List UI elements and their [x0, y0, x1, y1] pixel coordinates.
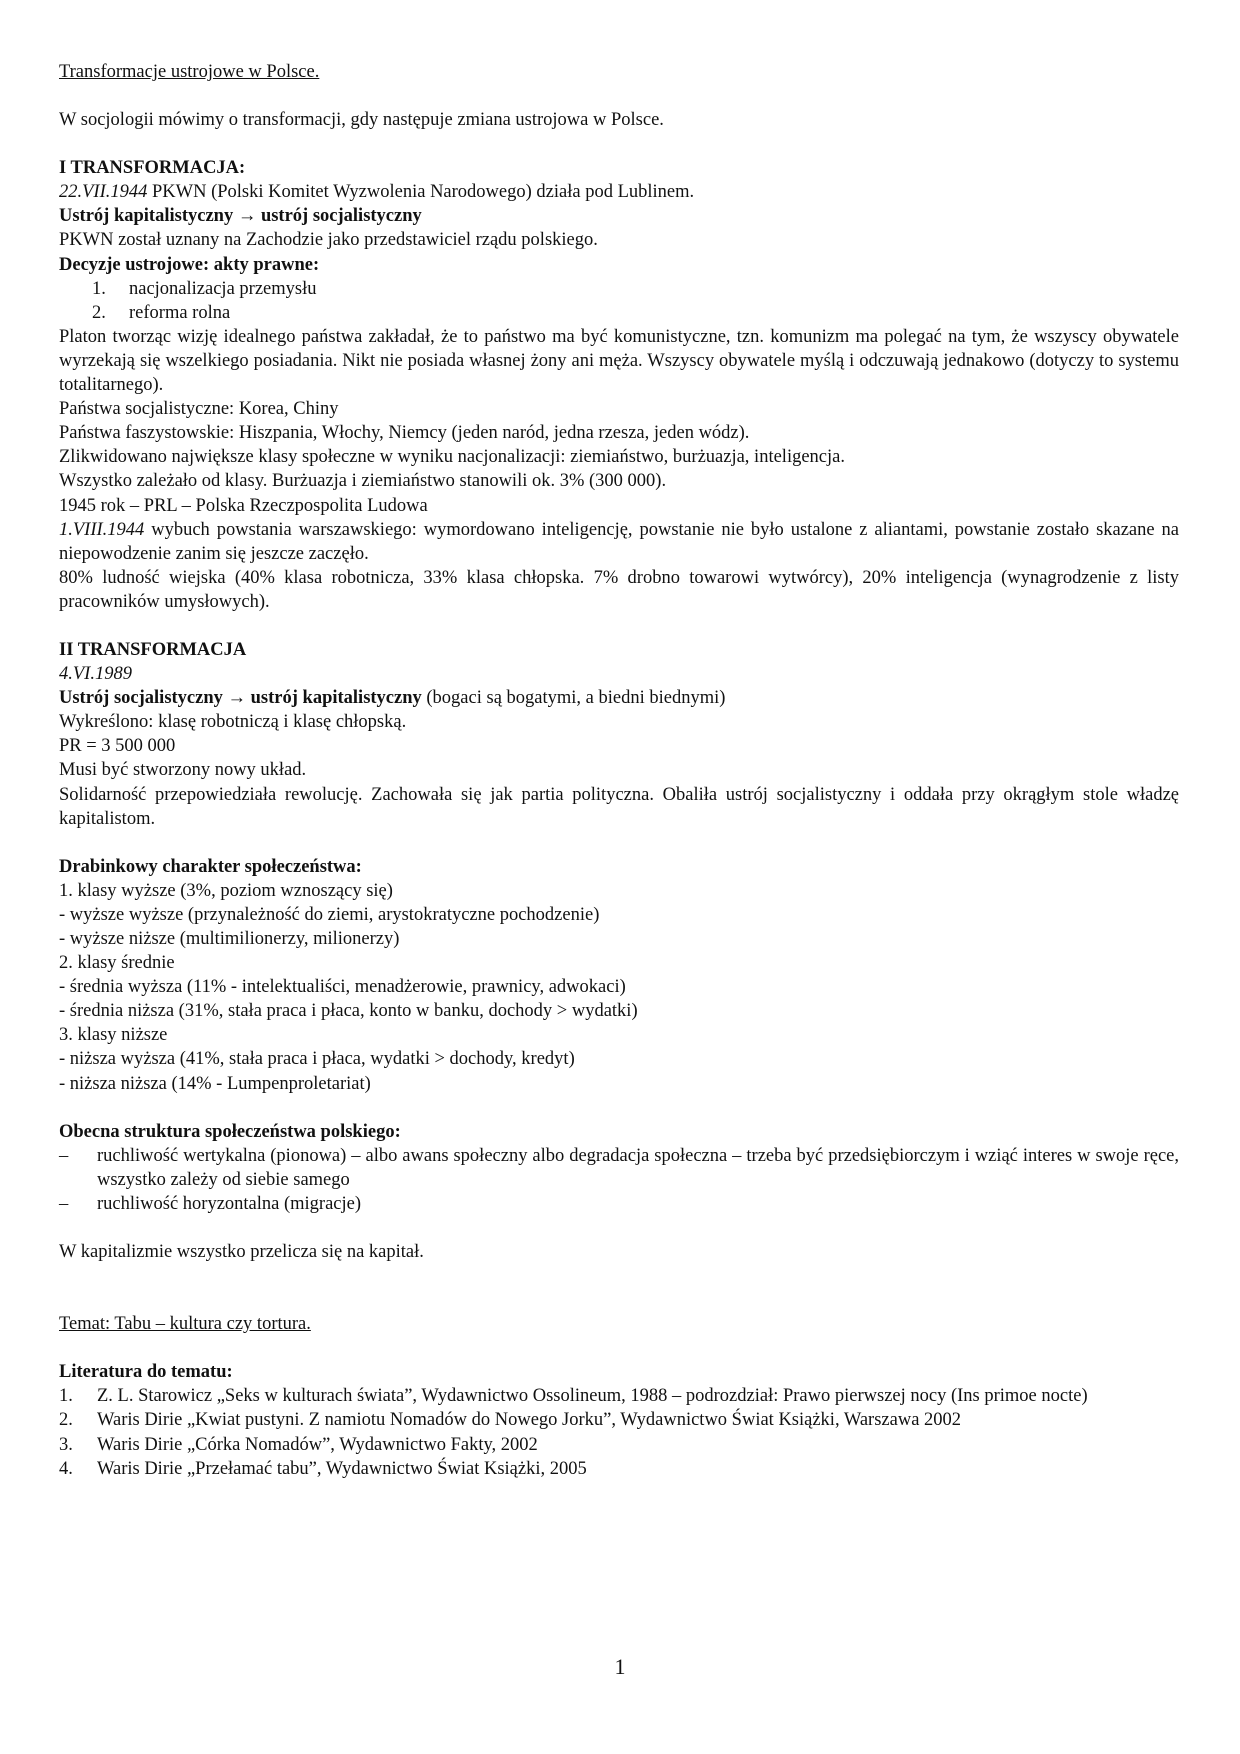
list-item — [59, 277, 1179, 301]
page-number: 1 — [614, 1654, 626, 1679]
list-item-text: Waris Dirie „Kwiat pustyni. Z namiotu Nomadów do Nowego Jorku”, Wydawnictwo Świat Książki, Warszawa 2002 — [97, 1410, 962, 1431]
ladder-line: 3. klasy niższe — [59, 1025, 168, 1046]
list-item-text: ruchliwość horyzontalna (migracje) — [97, 1193, 362, 1214]
document-title: Transformacje ustrojowe w Polsce. — [59, 62, 320, 82]
uprising-paragraph — [59, 518, 1179, 566]
document-body — [59, 60, 1179, 1481]
uprising-text: wybuch powstania warszawskiego: wymordowano inteligencję, powstanie nie było ustalone z aliantami, powstanie zostało skazane na niepowodzenie zanim się jeszcze zaczęło. — [59, 519, 1179, 564]
ladder-line: - niższa wyższa (41%, stała praca i płaca, wydatki > dochody, kredyt) — [59, 1049, 575, 1070]
ladder-line: - niższa niższa (14% - Lumpenproletariat) — [59, 1073, 371, 1094]
list-item — [59, 1457, 1179, 1481]
system-change-2-rest: (bogaci są bogatymi, a biedni biednymi) — [421, 688, 726, 709]
list-item — [59, 1433, 1179, 1457]
list-item — [59, 1384, 1179, 1408]
liquidated-classes: Zlikwidowano największe klasy społeczne w wyniku nacjonalizacji: ziemiaństwo, burżuazja, inteligencja. — [59, 447, 845, 468]
dash-bullet: – — [59, 1193, 69, 1214]
system-change-2-bold: Ustrój socjalistyczny → ustrój kapitalistyczny — [59, 688, 422, 709]
ladder-line: 2. klasy średnie — [59, 953, 175, 974]
ladder-line: 1. klasy wyższe (3%, poziom wznoszący się) — [59, 880, 393, 901]
ladder-heading: Drabinkowy charakter społeczeństwa: — [59, 856, 362, 877]
list-item-text: Waris Dirie „Córka Nomadów”, Wydawnictwo Fakty, 2002 — [97, 1434, 538, 1455]
list-item-number: 2. — [59, 1410, 73, 1431]
ladder-line: - średnia niższa (31%, stała praca i płaca, konto w banku, dochody > wydatki) — [59, 1001, 638, 1022]
fascist-states: Państwa faszystowskie: Hiszpania, Włochy, Niemcy (jeden naród, jedna rzesza, jeden wódz). — [59, 423, 750, 444]
list-item — [59, 1192, 1179, 1216]
list-item-text: nacjonalizacja przemysłu — [129, 278, 317, 299]
literature-heading: Literatura do tematu: — [59, 1362, 233, 1383]
current-structure-heading: Obecna struktura społeczeństwa polskiego: — [59, 1121, 401, 1142]
pr-line: PR = 3 500 000 — [59, 736, 176, 757]
system-change-1: Ustrój kapitalistyczny → ustrój socjalistyczny — [59, 206, 422, 227]
capitalism-line: W kapitalizmie wszystko przelicza się na kapitał. — [59, 1242, 424, 1263]
list-item — [59, 301, 1179, 325]
new-system-line: Musi być stworzony nowy układ. — [59, 760, 307, 781]
topic-title: Temat: Tabu – kultura czy tortura. — [59, 1314, 311, 1335]
list-item-number: 1. — [59, 1386, 73, 1407]
list-item-number: 4. — [59, 1458, 73, 1479]
plato-paragraph: Platon tworząc wizję idealnego państwa zakładał, że to państwo ma być komunistyczne, tzn. komunizm ma polegać na tym, że wszyscy obywatele wyrzekają się wszelkiego posiadania. Nikt nie posiada własnej żony ani męża. Wszyscy obywatele myślą i odczuwają jednakowo (dotyczy to systemu totalitarnego). — [59, 326, 1179, 396]
system-change-2 — [59, 686, 1179, 710]
transformation-1-date-line — [59, 180, 1179, 204]
intro-paragraph: W socjologii mówimy o transformacji, gdy następuje zmiana ustrojowa w Polsce. — [59, 110, 664, 131]
pkwn-text: PKWN (Polski Komitet Wyzwolenia Narodowego) działa pod Lublinem. — [147, 182, 695, 203]
population-paragraph: 80% ludność wiejska (40% klasa robotnicza, 33% klasa chłopska. 7% drobno towarowi wytwórcy), 20% inteligencja (wynagrodzenie z listy pracowników umysłowych). — [59, 567, 1179, 612]
socialist-states: Państwa socjalistyczne: Korea, Chiny — [59, 399, 339, 420]
list-item-number: 2. — [92, 302, 106, 323]
list-item-number: 1. — [92, 278, 106, 299]
pkwn-recognition: PKWN został uznany na Zachodzie jako przedstawiciel rządu polskiego. — [59, 230, 598, 251]
list-item-text: reforma rolna — [129, 302, 231, 323]
transformation-1-heading: I TRANSFORMACJA: — [59, 158, 246, 179]
list-item-text: ruchliwość wertykalna (pionowa) – albo awans społeczny albo degradacja społeczna – trzeba być przedsiębiorczym i wziąć interes w swoje ręce, wszystko zależy od siebie samego — [97, 1145, 1179, 1190]
decisions-heading: Decyzje ustrojowe: akty prawne: — [59, 254, 320, 275]
transformation-2-heading: II TRANSFORMACJA — [59, 639, 247, 660]
list-item-text: Z. L. Starowicz „Seks w kulturach świata”, Wydawnictwo Ossolineum, 1988 – podrozdział: Prawo pierwszej nocy (Ins primoe nocte) — [97, 1386, 1088, 1407]
ladder-line: - średnia wyższa (11% - intelektualiści, menadżerowie, prawnicy, adwokaci) — [59, 977, 626, 998]
list-item-text: Waris Dirie „Przełamać tabu”, Wydawnictwo Świat Książki, 2005 — [97, 1458, 587, 1479]
list-item — [59, 1408, 1179, 1432]
date-1944-august: 1.VIII.1944 — [59, 519, 145, 540]
date-1989: 4.VI.1989 — [59, 664, 132, 685]
dash-bullet: – — [59, 1145, 69, 1166]
solidarity-paragraph: Solidarność przepowiedziała rewolucję. Zachowała się jak partia polityczna. Obaliła ustrój socjalistyczny i oddała przy okrągłym stole władzę kapitalistom. — [59, 784, 1179, 829]
ladder-line: - wyższe niższe (multimilionerzy, milionerzy) — [59, 929, 400, 949]
date-1944-july: 22.VII.1944 — [59, 182, 148, 203]
list-item — [59, 1144, 1179, 1192]
prl-line: 1945 rok – PRL – Polska Rzeczpospolita Ludowa — [59, 495, 428, 516]
crossed-out-classes: Wykreślono: klasę robotniczą i klasę chłopską. — [59, 712, 407, 733]
list-item-number: 3. — [59, 1434, 73, 1455]
ladder-line: - wyższe wyższe (przynależność do ziemi, arystokratyczne pochodzenie) — [59, 904, 600, 925]
class-dependency: Wszystko zależało od klasy. Burżuazja i ziemiaństwo stanowili ok. 3% (300 000). — [59, 471, 667, 492]
